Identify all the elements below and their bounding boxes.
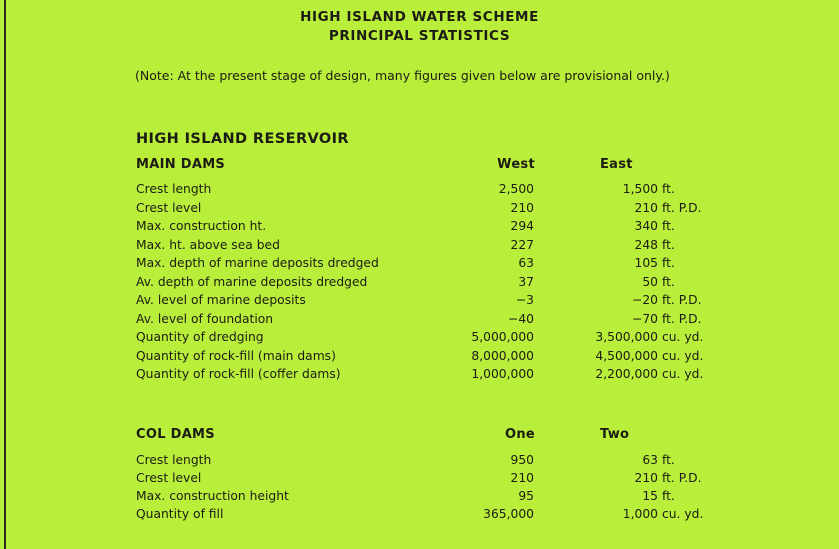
row-unit-col2: ft. P.D. — [662, 471, 702, 485]
row-value-col2: 340 — [634, 219, 658, 233]
row-label: Av. level of foundation — [136, 311, 274, 326]
row-value-col2: 248 — [634, 237, 658, 252]
main-dams-col-west: West — [497, 157, 535, 172]
col-dams-heading: COL DAMS — [136, 427, 215, 442]
main-dams-col-east: East — [600, 157, 633, 172]
row-unit-col2: ft. — [662, 219, 675, 233]
row-value-col1: 1,000,000 — [471, 367, 534, 381]
row-label: Max. ht. above sea bed — [136, 237, 280, 252]
row-label: Crest level — [136, 200, 202, 215]
row-value-col2: 15 — [642, 489, 658, 503]
row-value-col1: 37 — [518, 274, 534, 289]
table-row — [0, 507, 839, 525]
table-row — [0, 256, 839, 274]
row-label: Quantity of rock-fill (coffer dams) — [136, 367, 341, 381]
row-label: Quantity of rock-fill (main dams) — [136, 348, 336, 363]
row-label: Quantity of dredging — [136, 330, 264, 344]
row-unit-col2: ft. — [662, 274, 675, 289]
table-row — [0, 312, 839, 330]
row-value-col2: 105 — [634, 256, 658, 270]
row-label: Quantity of fill — [136, 507, 224, 521]
row-value-col1: 95 — [518, 489, 534, 503]
table-row — [0, 349, 839, 367]
col-dams-col-one: One — [504, 427, 535, 442]
row-value-col1: −40 — [508, 311, 534, 326]
table-row — [0, 330, 839, 348]
table-row — [0, 293, 839, 311]
row-unit-col2: ft. — [662, 256, 675, 270]
col-dams-col-two: Two — [600, 427, 630, 442]
row-value-col2: 50 — [642, 274, 658, 289]
row-value-col1: 8,000,000 — [471, 348, 534, 363]
row-label: Crest length — [136, 453, 212, 467]
table-row — [0, 201, 839, 219]
row-label: Av. depth of marine deposits dredged — [136, 274, 368, 289]
row-value-col2: −20 — [632, 293, 658, 307]
row-label: Av. level of marine deposits — [136, 293, 306, 307]
table-row — [0, 219, 839, 237]
page-title: HIGH ISLAND WATER SCHEME — [300, 9, 539, 25]
row-value-col2: 2,200,000 — [595, 367, 658, 381]
row-value-col2: 1,500 — [622, 182, 658, 196]
row-value-col2: −70 — [632, 311, 658, 326]
row-unit-col2: cu. yd. — [662, 348, 704, 363]
table-row — [0, 182, 839, 200]
row-value-col1: 63 — [518, 256, 534, 270]
table-row — [0, 453, 839, 471]
row-value-col2: 210 — [634, 200, 658, 215]
row-label: Max. construction height — [136, 489, 289, 503]
table-row — [0, 471, 839, 489]
row-value-col1: 227 — [510, 237, 534, 252]
row-value-col1: −3 — [515, 293, 534, 307]
row-label: Crest length — [136, 182, 212, 196]
row-value-col2: 1,000 — [622, 507, 658, 521]
table-row — [0, 367, 839, 385]
main-dams-heading: MAIN DAMS — [136, 157, 226, 172]
row-value-col2: 210 — [634, 471, 658, 485]
row-unit-col2: ft. P.D. — [662, 293, 702, 307]
row-unit-col2: ft. — [662, 489, 675, 503]
row-unit-col2: ft. — [662, 182, 675, 196]
reservoir-section-title: HIGH ISLAND RESERVOIR — [136, 131, 349, 147]
row-unit-col2: ft. P.D. — [662, 200, 702, 215]
row-value-col1: 5,000,000 — [471, 330, 534, 344]
row-value-col1: 365,000 — [483, 507, 534, 521]
provisional-note: (Note: At the present stage of design, many figures given below are provisional only.) — [135, 68, 670, 83]
table-row — [0, 238, 839, 256]
row-value-col1: 2,500 — [498, 182, 534, 196]
row-unit-col2: ft. — [662, 237, 675, 252]
row-label: Max. depth of marine deposits dredged — [136, 256, 379, 270]
page-subtitle: PRINCIPAL STATISTICS — [328, 28, 511, 44]
row-value-col2: 3,500,000 — [595, 330, 658, 344]
row-value-col1: 294 — [510, 219, 534, 233]
row-unit-col2: cu. yd. — [662, 507, 704, 521]
row-value-col2: 4,500,000 — [595, 348, 658, 363]
row-value-col1: 950 — [510, 453, 534, 467]
row-value-col2: 63 — [642, 453, 658, 467]
row-value-col1: 210 — [510, 200, 534, 215]
row-value-col1: 210 — [510, 471, 534, 485]
row-label: Crest level — [136, 471, 202, 485]
row-unit-col2: cu. yd. — [662, 367, 704, 381]
row-unit-col2: ft. P.D. — [662, 311, 702, 326]
table-row — [0, 489, 839, 507]
row-unit-col2: cu. yd. — [662, 330, 704, 344]
row-label: Max. construction ht. — [136, 219, 267, 233]
table-row — [0, 275, 839, 293]
row-unit-col2: ft. — [662, 453, 675, 467]
